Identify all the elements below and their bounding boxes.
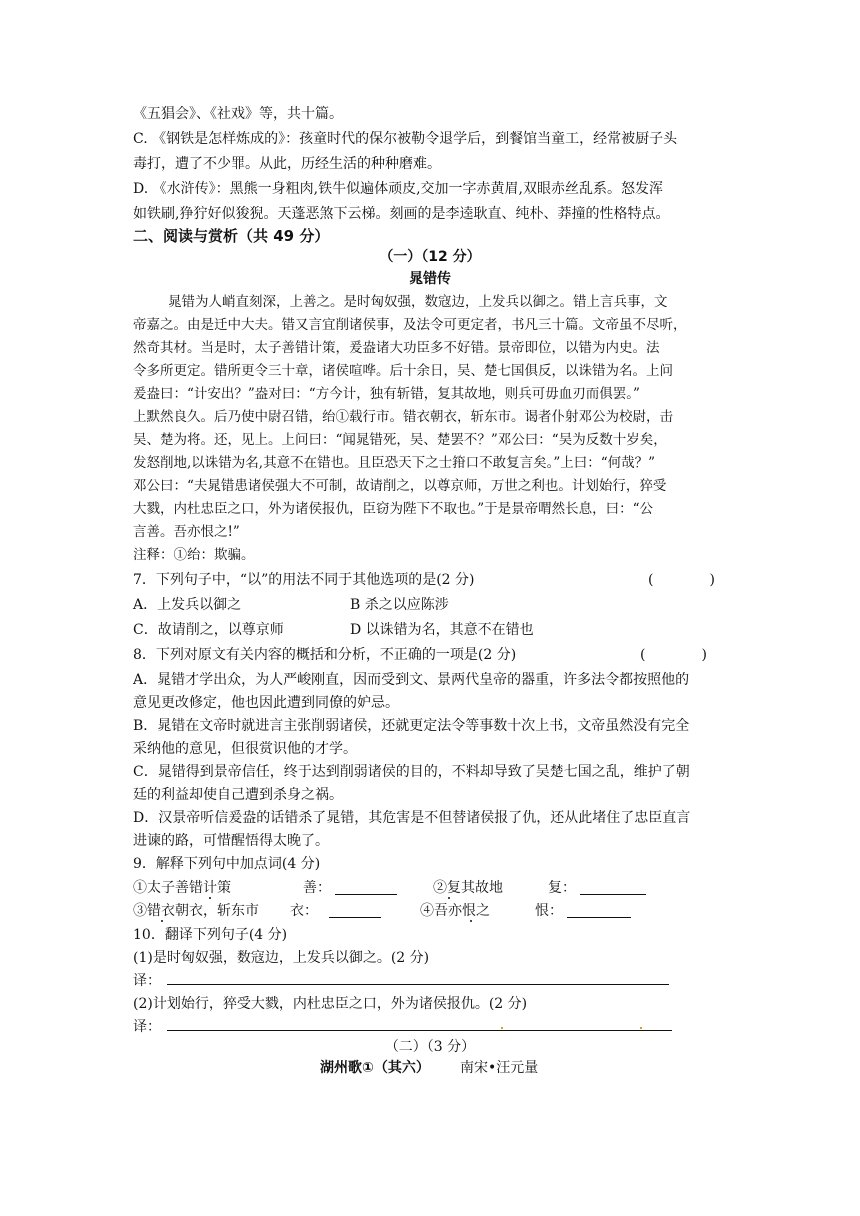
translate-label: 译： [133,1019,161,1035]
part-heading: （一）（12 分） [379,249,481,265]
speck [640,1027,642,1029]
part-heading: （二）（3 分） [384,1039,476,1055]
passage-line: 然奇其材。当是时，太子善错计策，爰盎诸大功臣多不好错。景帝即位，以错为内史。法 [133,340,660,356]
speck [501,1027,503,1029]
emphasis-dot [209,897,211,899]
passage-line: 令多所更定。错所更令三十章，诸侯喧哗。后十余日，吴、楚七国俱反，以诛错为名。上问 [133,363,673,379]
sentence-2: (2)计划始行，猝受大戮，内杜忠臣之口，外为诸侯报仇。(2 分) [133,996,528,1012]
blank-line[interactable] [580,880,646,895]
item-4-word: 恨： [535,903,563,919]
choice-c: C．晁错得到景帝信任，终于达到削弱诸侯的目的，不料却导致了吴楚七国之乱，维护了朝 [133,764,690,780]
passage-line: 发怒削地,以诛错为名,其意不在错也。且臣恐天下之士箝口不敢复言矣。”上曰：“何哉？” [133,455,656,471]
choice-a: A．上发兵以御之 [133,597,242,613]
text-line: 《五猖会》、《社戏》等，共十篇。 [133,106,343,122]
option-c: C. 《钢铁是怎样炼成的》：孩童时代的保尔被勒令退学后，到餐馆当童工，经常被厨子头 [133,131,678,147]
passage-line: 大戮，内杜忠臣之口，外为诸侯报仇，臣窃为陛下不取也。”于是景帝喟然长息，曰：“公 [133,501,654,517]
passage-line: 晁错为人峭直刻深，上善之。是时匈奴强，数寇边，上发兵以御之。错上言兵事，文 [168,294,668,310]
question-9: 9．解释下列句中加点词(4 分) [133,856,321,872]
choice-d: D 以诛错为名，其意不在错也 [350,622,534,638]
poem-title: 湖州歌①（其六） [320,1060,430,1076]
passage-line: 言善。吾亦恨之!” [133,524,240,540]
item-2: ②复其故地 [433,880,503,896]
blank-line[interactable] [335,880,397,895]
footnote: 注释：①绐：欺骗。 [133,547,255,563]
emphasis-dot [470,920,472,922]
item-1: ①太子善错计策 [133,880,231,896]
choice-b-cont: 采纳他的意见，但很赏识他的才学。 [133,741,357,757]
emphasis-dot [448,897,450,899]
answer-paren: ( ) [648,572,715,588]
option-d: D. 《水浒传》：黑熊一身粗肉,铁牛似遍体顽皮,交加一字赤黄眉,双眼赤丝乱系。怒发浑 [133,181,663,197]
sentence-1: (1)是时匈奴强，数寇边，上发兵以御之。(2 分) [133,950,430,966]
option-c-cont: 毒打，遭了不少罪。从此，历经生活的种种磨难。 [133,156,441,172]
choice-b: B．晁错在文帝时就进言主张削弱诸侯，还就更定法令等事数十次上书，文帝虽然没有完全 [133,718,690,734]
answer-line[interactable] [167,984,669,985]
poem-author: 南宋•汪元量 [460,1060,539,1076]
choice-a-cont: 意见更改修定，他也因此遭到同僚的妒忌。 [133,695,399,711]
item-3-word: 衣： [290,903,318,919]
choice-c: C．故请削之，以尊京师 [133,622,284,638]
question-10: 10．翻译下列句子(4 分) [133,927,288,943]
option-d-cont: 如铁刷,狰狞好似狻猊。天蓬恶煞下云梯。刻画的是李逵耿直、纯朴、莽撞的性格特点。 [133,206,670,222]
choice-c-cont: 廷的利益却使自己遭到杀身之祸。 [133,787,343,803]
emphasis-dot [161,920,163,922]
choice-b: B 杀之以应陈涉 [350,597,449,613]
blank-line[interactable] [567,903,631,918]
section-heading: 二、阅读与赏析（共 49 分） [133,227,330,245]
item-4: ④吾亦恨之 [420,903,490,919]
passage-line: 邓公曰：“夫晁错患诸侯强大不可制，故请削之，以尊京师，万世之利也。计划始行，猝受 [133,478,667,494]
passage-line: 上默然良久。后乃使中尉召错，绐①载行市。错衣朝衣，斩东市。谒者仆射邓公为校尉，击 [133,409,673,425]
translate-label: 译： [133,973,161,989]
question-8: 8．下列对原文有关内容的概括和分析，不正确的一项是(2 分) [133,647,517,663]
answer-line[interactable] [167,1030,672,1031]
blank-line[interactable] [329,903,381,918]
item-1-word: 善： [303,880,331,896]
passage-title: 晁错传 [409,271,451,287]
passage-line: 帝嘉之。由是迁中大夫。错又言宜削诸侯事，及法令可更定者，书凡三十篇。文帝虽不尽听， [133,317,687,333]
item-3: ③错衣朝衣，斩东市 [133,903,259,919]
item-2-word: 复： [548,880,576,896]
answer-paren: ( ) [640,647,707,663]
passage-line: 吴、楚为将。还，见上。上问曰：“闻晁错死，吴、楚罢不？”邓公曰：“吴为反数十岁矣， [133,432,667,448]
choice-d: D．汉景帝听信爰盎的话错杀了晁错，其危害是不但替诸侯报了仇，还从此堵住了忠臣直言 [133,810,691,826]
question-7: 7．下列句子中，“以”的用法不同于其他选项的是(2 分) [133,572,475,588]
passage-line: 爰盎曰：“计安出？”盎对曰：“方今计，独有斩错，复其故地，则兵可毋血刃而俱罢。” [133,386,640,402]
choice-a: A．晁错才学出众，为人严峻刚直，因而受到文、景两代皇帝的器重，许多法令都按照他的 [133,672,690,688]
choice-d-cont: 进谏的路，可惜醒悟得太晚了。 [133,833,329,849]
